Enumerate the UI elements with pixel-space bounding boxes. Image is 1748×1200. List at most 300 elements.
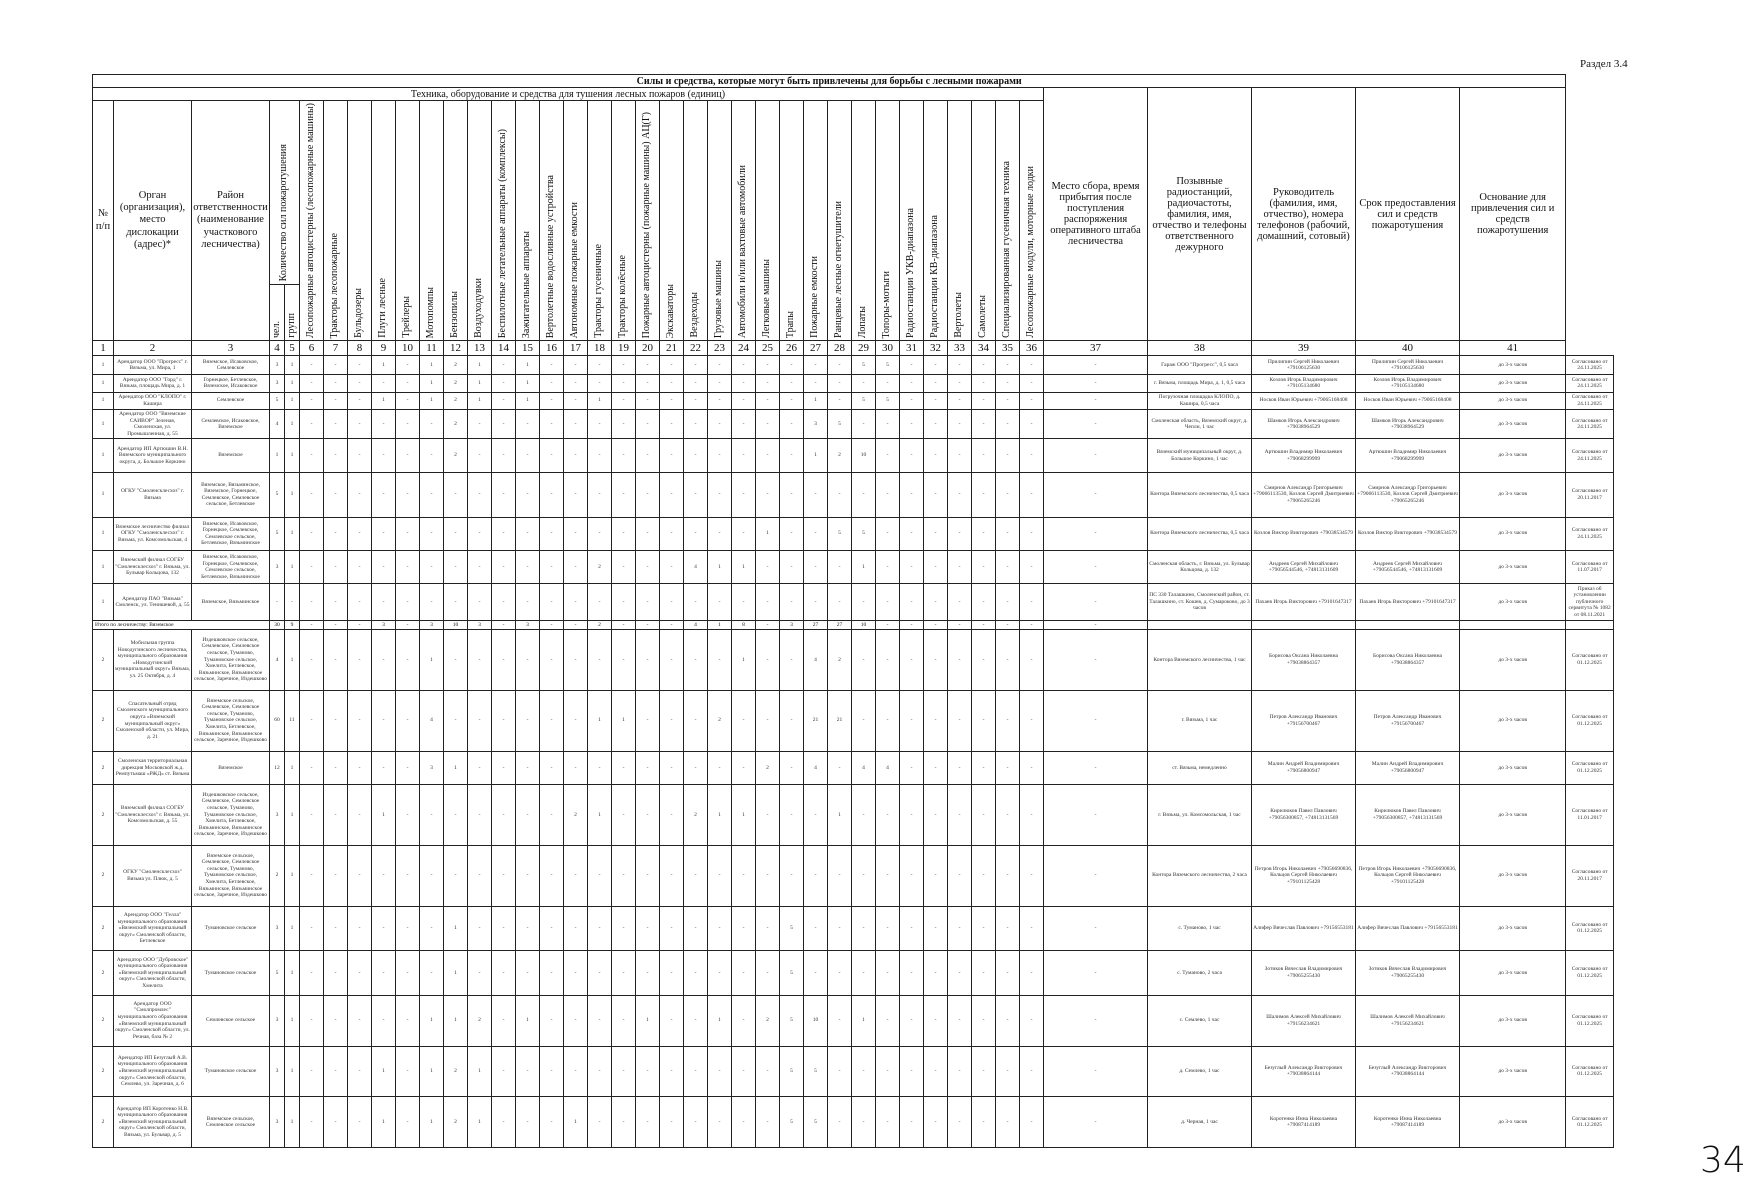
value-cell: - <box>588 995 612 1046</box>
value-cell: - <box>540 472 564 517</box>
column-number: 23 <box>708 341 732 356</box>
value-cell: - <box>396 785 420 846</box>
total-value-cell: - <box>996 620 1020 629</box>
value-cell: - <box>948 1046 972 1097</box>
value-cell: - <box>900 517 924 550</box>
value-cell: - <box>324 951 348 996</box>
value-cell: - <box>348 550 372 583</box>
district-cell: Вяземское сельское, Семлевское, Семлевское сельское, Туманово, Тумановское сельское, Хмелита, Бетлевское, Вязьминское, Вязьминское сельское, Заречное, Издешково <box>192 690 270 751</box>
value-cell: - <box>324 409 348 439</box>
value-cell: - <box>852 690 876 751</box>
value-cell: - <box>636 356 660 375</box>
row-number: 2 <box>93 951 114 996</box>
value-cell: 1 <box>420 392 444 409</box>
value-cell: - <box>708 751 732 784</box>
table-row <box>93 995 1614 1046</box>
value-cell: - <box>756 409 780 439</box>
value-cell: - <box>300 690 324 751</box>
value-cell: - <box>348 517 372 550</box>
header-callsigns: Позывные радиостанций, радиочастоты, фамилия, имя, отчество и телефоны ответственного дежурного <box>1148 88 1252 341</box>
value-cell: 1 <box>708 785 732 846</box>
value-cell: - <box>612 356 636 375</box>
value-cell: - <box>300 1046 324 1097</box>
value-cell: - <box>396 439 420 472</box>
basis-cell: Согласовано от 01.12.2025 <box>1566 1046 1614 1097</box>
value-cell: - <box>300 392 324 409</box>
value-cell: - <box>348 392 372 409</box>
value-cell: 2 <box>444 375 468 392</box>
value-cell: 3 <box>270 356 285 375</box>
value-cell: - <box>1044 845 1148 906</box>
value-cell: - <box>900 356 924 375</box>
value-cell: - <box>852 785 876 846</box>
value-cell: - <box>300 751 324 784</box>
value-cell: - <box>516 906 540 951</box>
value-cell: - <box>492 472 516 517</box>
header-equipment-36: Лесопожарные модули, моторные лодки <box>1020 101 1044 341</box>
value-cell: - <box>996 629 1020 690</box>
column-number: 5 <box>285 341 300 356</box>
value-cell: - <box>516 409 540 439</box>
value-cell: 1 <box>852 550 876 583</box>
value-cell: - <box>564 584 588 620</box>
value-cell: - <box>660 392 684 409</box>
value-cell: - <box>492 439 516 472</box>
value-cell: 1 <box>420 1046 444 1097</box>
value-cell: - <box>324 995 348 1046</box>
value-cell: - <box>732 995 756 1046</box>
value-cell: - <box>444 629 468 690</box>
table-row <box>93 751 1614 784</box>
value-cell: - <box>588 356 612 375</box>
column-number: 35 <box>996 341 1020 356</box>
value-cell: 5 <box>780 1097 804 1148</box>
value-cell: - <box>660 439 684 472</box>
value-cell: - <box>684 1046 708 1097</box>
value-cell: - <box>660 951 684 996</box>
value-cell: - <box>324 517 348 550</box>
value-cell: - <box>708 1046 732 1097</box>
value-cell: 1 <box>444 906 468 951</box>
value-cell: - <box>996 995 1020 1046</box>
head-cell: Борисова Оксана Николаевна +79038864357 <box>1356 629 1460 690</box>
column-number: 15 <box>516 341 540 356</box>
value-cell: 2 <box>444 392 468 409</box>
column-number: 30 <box>876 341 900 356</box>
head-cell: Прилипин Сергей Николаевич +79106125630 <box>1356 356 1460 375</box>
value-cell: - <box>972 550 996 583</box>
column-number: 7 <box>324 341 348 356</box>
value-cell: - <box>564 906 588 951</box>
value-cell: - <box>468 550 492 583</box>
value-cell: - <box>612 439 636 472</box>
assembly-place-cell: с. Туманово, 1 час <box>1148 906 1252 951</box>
value-cell: - <box>660 517 684 550</box>
header-equipment-13: Воздуходувки <box>468 101 492 341</box>
value-cell: - <box>660 845 684 906</box>
organization-cell: Арендатор ООО "Горд" г. Вязьма, площадь Мира, д. 1 <box>114 375 192 392</box>
value-cell: - <box>1020 845 1044 906</box>
value-cell: - <box>660 409 684 439</box>
term-cell: до 3-х часов <box>1460 392 1566 409</box>
value-cell: 12 <box>270 751 285 784</box>
value-cell: - <box>924 409 948 439</box>
value-cell: - <box>516 439 540 472</box>
value-cell: 1 <box>285 517 300 550</box>
value-cell: 21 <box>828 690 852 751</box>
row-number: 1 <box>93 392 114 409</box>
value-cell: - <box>564 392 588 409</box>
value-cell: - <box>372 439 396 472</box>
value-cell: 1 <box>372 785 396 846</box>
column-number: 41 <box>1460 341 1566 356</box>
value-cell: 1 <box>372 392 396 409</box>
value-cell: - <box>636 517 660 550</box>
table-row <box>93 472 1614 517</box>
head-cell: Коротенко Инна Николаевна +79087414189 <box>1356 1097 1460 1148</box>
organization-cell: Арендатор ИП Безуглый А.В. муниципального образования «Вяземский муниципальный округ» Смоленской области, Семлево, ул. Заречная, д. 6 <box>114 1046 192 1097</box>
value-cell: - <box>636 785 660 846</box>
value-cell: - <box>300 439 324 472</box>
value-cell: - <box>612 751 636 784</box>
value-cell: 2 <box>756 995 780 1046</box>
value-cell: 60 <box>270 690 285 751</box>
value-cell: - <box>948 392 972 409</box>
value-cell: - <box>540 690 564 751</box>
head-cell: Козлов Виктор Викторович +79038534579 <box>1356 517 1460 550</box>
value-cell: - <box>468 409 492 439</box>
value-cell: - <box>300 356 324 375</box>
value-cell: - <box>876 785 900 846</box>
head-cell: Зотиков Вячеслав Владимирович +79065255430 <box>1356 951 1460 996</box>
callsigns-cell: Алифер Вячеслав Павлович +79156553181 <box>1252 906 1356 951</box>
value-cell: - <box>852 409 876 439</box>
row-number: 2 <box>93 906 114 951</box>
assembly-place-cell: Гараж ООО "Прогресс", 0,5 часа <box>1148 356 1252 375</box>
header-equipment-6: Лесопожарные автоцистерны (лесопожарные машины) <box>300 101 324 341</box>
term-cell: до 3-х часов <box>1460 951 1566 996</box>
value-cell: - <box>396 550 420 583</box>
value-cell: - <box>804 845 828 906</box>
value-cell: - <box>972 472 996 517</box>
value-cell: - <box>324 550 348 583</box>
value-cell: - <box>972 951 996 996</box>
value-cell: - <box>1044 550 1148 583</box>
value-cell: - <box>300 517 324 550</box>
header-equipment-33: Вертолеты <box>948 101 972 341</box>
value-cell: - <box>372 751 396 784</box>
value-cell: 1 <box>444 995 468 1046</box>
value-cell: - <box>996 751 1020 784</box>
value-cell: - <box>828 584 852 620</box>
value-cell: 5 <box>270 951 285 996</box>
value-cell: - <box>684 375 708 392</box>
value-cell: - <box>996 472 1020 517</box>
total-label: Итого по лесничеству: Вяземское <box>93 620 270 629</box>
value-cell: - <box>660 1046 684 1097</box>
term-cell: до 3-х часов <box>1460 356 1566 375</box>
total-value-cell: - <box>492 620 516 629</box>
value-cell: - <box>660 472 684 517</box>
value-cell: - <box>732 951 756 996</box>
value-cell: 2 <box>708 690 732 751</box>
value-cell: - <box>612 1097 636 1148</box>
value-cell: - <box>1044 409 1148 439</box>
total-value-cell: 30 <box>270 620 285 629</box>
value-cell: 5 <box>828 409 852 439</box>
value-cell: - <box>756 690 780 751</box>
value-cell: - <box>972 845 996 906</box>
value-cell: - <box>492 995 516 1046</box>
value-cell: - <box>420 951 444 996</box>
value-cell: - <box>828 392 852 409</box>
value-cell: - <box>420 439 444 472</box>
value-cell: - <box>852 375 876 392</box>
value-cell: - <box>564 472 588 517</box>
column-number: 2 <box>114 341 192 356</box>
value-cell: - <box>372 584 396 620</box>
value-cell: 2 <box>684 785 708 846</box>
value-cell: - <box>684 409 708 439</box>
value-cell: - <box>420 517 444 550</box>
value-cell: - <box>468 439 492 472</box>
value-cell: - <box>420 550 444 583</box>
value-cell: - <box>396 472 420 517</box>
value-cell: - <box>996 375 1020 392</box>
district-cell: Вяземское, Исаковское, Семлевское <box>192 356 270 375</box>
value-cell: - <box>564 356 588 375</box>
value-cell: - <box>636 584 660 620</box>
value-cell: - <box>564 629 588 690</box>
column-number: 17 <box>564 341 588 356</box>
value-cell: - <box>540 751 564 784</box>
value-cell: - <box>348 906 372 951</box>
value-cell: - <box>876 995 900 1046</box>
value-cell: - <box>972 517 996 550</box>
value-cell: - <box>1044 517 1148 550</box>
header-equipment-23: Грузовые машины <box>708 101 732 341</box>
column-number: 14 <box>492 341 516 356</box>
value-cell: - <box>1020 690 1044 751</box>
basis-cell: Согласовано от 01.12.2025 <box>1566 906 1614 951</box>
value-cell: 5 <box>270 517 285 550</box>
value-cell: - <box>396 995 420 1046</box>
value-cell: - <box>972 995 996 1046</box>
value-cell: - <box>540 517 564 550</box>
value-cell: - <box>1020 356 1044 375</box>
callsigns-cell: Борисова Оксана Николаевна +79038864357 <box>1252 629 1356 690</box>
value-cell: - <box>780 409 804 439</box>
value-cell: - <box>660 995 684 1046</box>
value-cell: - <box>1044 472 1148 517</box>
value-cell: 1 <box>588 392 612 409</box>
value-cell: - <box>564 951 588 996</box>
value-cell: - <box>948 906 972 951</box>
total-value-cell: - <box>300 620 324 629</box>
header-equipment-24: Автомобили и/или вахтовые автомобили <box>732 101 756 341</box>
value-cell: 4 <box>684 550 708 583</box>
value-cell: 2 <box>444 356 468 375</box>
value-cell: - <box>492 550 516 583</box>
value-cell: 3 <box>270 1046 285 1097</box>
value-cell: - <box>270 584 285 620</box>
total-value-cell: 3 <box>420 620 444 629</box>
value-cell: - <box>324 785 348 846</box>
header-forces-count: Количество сил пожаротушения <box>270 101 300 285</box>
header-term: Срок предоставления сил и средств пожаротушения <box>1356 88 1460 341</box>
assembly-place-cell: г. Вязьма, ул. Комсомольская, 1 час <box>1148 785 1252 846</box>
row-number: 2 <box>93 629 114 690</box>
value-cell: - <box>492 951 516 996</box>
value-cell: - <box>372 629 396 690</box>
value-cell: - <box>492 1046 516 1097</box>
value-cell: - <box>660 356 684 375</box>
value-cell: - <box>780 785 804 846</box>
value-cell: - <box>636 845 660 906</box>
value-cell: - <box>540 906 564 951</box>
value-cell: - <box>396 845 420 906</box>
value-cell: 4 <box>420 690 444 751</box>
value-cell: 4 <box>804 629 828 690</box>
value-cell: - <box>300 584 324 620</box>
value-cell: - <box>636 951 660 996</box>
value-cell: - <box>588 409 612 439</box>
head-cell: Артюшин Владимир Николаевич +79068299999 <box>1356 439 1460 472</box>
value-cell: - <box>876 906 900 951</box>
value-cell: - <box>540 995 564 1046</box>
value-cell: - <box>684 995 708 1046</box>
header-equipment-22: Вездеходы <box>684 101 708 341</box>
value-cell: - <box>372 472 396 517</box>
value-cell: - <box>516 472 540 517</box>
value-cell: - <box>756 1046 780 1097</box>
value-cell: - <box>876 517 900 550</box>
row-number: 2 <box>93 1097 114 1148</box>
term-cell: до 3-х часов <box>1460 629 1566 690</box>
value-cell: 1 <box>828 785 852 846</box>
callsigns-cell: Кирилюков Павел Павлович +79056300857, +74813131569 <box>1252 785 1356 846</box>
column-number: 38 <box>1148 341 1252 356</box>
table-row <box>93 690 1614 751</box>
value-cell: - <box>804 472 828 517</box>
value-cell: - <box>1044 1097 1148 1148</box>
page-number: 34 <box>1700 1140 1746 1181</box>
value-cell: 5 <box>780 1046 804 1097</box>
value-cell: 4 <box>876 751 900 784</box>
value-cell: 1 <box>285 409 300 439</box>
value-cell: - <box>324 629 348 690</box>
value-cell: - <box>564 550 588 583</box>
column-number: 36 <box>1020 341 1044 356</box>
callsigns-cell: Пахаев Игорь Викторович +79101647317 <box>1252 584 1356 620</box>
value-cell: - <box>924 517 948 550</box>
value-cell: - <box>732 517 756 550</box>
value-cell: - <box>756 439 780 472</box>
total-value-cell: 10 <box>444 620 468 629</box>
value-cell: - <box>588 951 612 996</box>
value-cell: - <box>396 1046 420 1097</box>
value-cell: - <box>900 629 924 690</box>
value-cell: - <box>516 517 540 550</box>
organization-cell: ОГКУ "Смоленсклесхоз" Вязьма ул. Плюк, д. 5 <box>114 845 192 906</box>
basis-cell: Согласовано от 24.11.2025 <box>1566 356 1614 375</box>
value-cell: - <box>636 439 660 472</box>
value-cell: - <box>804 785 828 846</box>
value-cell: - <box>948 629 972 690</box>
value-cell: - <box>468 584 492 620</box>
value-cell: - <box>492 375 516 392</box>
header-equipment-12: Бензопилы <box>444 101 468 341</box>
table-row <box>93 845 1614 906</box>
value-cell: - <box>1044 995 1148 1046</box>
value-cell: - <box>324 751 348 784</box>
value-cell: - <box>804 517 828 550</box>
value-cell: - <box>348 690 372 751</box>
total-value-cell: 27 <box>804 620 828 629</box>
value-cell: - <box>612 550 636 583</box>
total-empty-cell <box>1148 620 1252 629</box>
header-equipment-29: Лопаты <box>852 101 876 341</box>
value-cell: - <box>684 845 708 906</box>
row-number: 2 <box>93 690 114 751</box>
value-cell: - <box>540 845 564 906</box>
value-cell: - <box>420 584 444 620</box>
basis-cell: Приказ об установлении публичного сервитута № 1082 от 08.11.2021 <box>1566 584 1614 620</box>
value-cell: - <box>660 375 684 392</box>
district-cell: Тумановское сельское <box>192 906 270 951</box>
value-cell: - <box>612 906 636 951</box>
value-cell: - <box>924 550 948 583</box>
district-cell: Вяземское, Исаковское, Горнецкое, Семлевское, Семлевское сельское, Бетлевское, Вязьминское <box>192 550 270 583</box>
value-cell: 1 <box>285 1097 300 1148</box>
district-cell: Вяземское сельское, Семлевское сельское <box>192 1097 270 1148</box>
value-cell: - <box>684 439 708 472</box>
total-value-cell: 9 <box>285 620 300 629</box>
value-cell: - <box>948 584 972 620</box>
term-cell: до 3-х часов <box>1460 995 1566 1046</box>
column-number: 13 <box>468 341 492 356</box>
value-cell: - <box>948 439 972 472</box>
header-equipment-8: Бульдозеры <box>348 101 372 341</box>
value-cell: - <box>396 906 420 951</box>
value-cell: - <box>756 392 780 409</box>
value-cell: - <box>588 751 612 784</box>
assembly-place-cell: Вяземский муниципальный округ, д. Большое Коркино, 1 час <box>1148 439 1252 472</box>
value-cell: - <box>780 845 804 906</box>
value-cell: - <box>492 584 516 620</box>
value-cell: - <box>684 751 708 784</box>
value-cell: - <box>636 392 660 409</box>
value-cell: 1 <box>372 1097 396 1148</box>
total-empty-cell <box>1252 620 1356 629</box>
value-cell: - <box>516 584 540 620</box>
value-cell: - <box>492 690 516 751</box>
value-cell: - <box>924 845 948 906</box>
value-cell: - <box>564 690 588 751</box>
value-cell: - <box>612 375 636 392</box>
header-equipment-14: Беспилотные летательные аппараты (комплексы) <box>492 101 516 341</box>
value-cell: 1 <box>468 356 492 375</box>
table-row <box>93 1097 1614 1148</box>
value-cell: - <box>636 690 660 751</box>
value-cell: - <box>732 751 756 784</box>
value-cell: - <box>852 629 876 690</box>
total-value-cell: 4 <box>684 620 708 629</box>
value-cell: - <box>828 356 852 375</box>
value-cell: - <box>708 906 732 951</box>
value-cell: - <box>372 845 396 906</box>
row-number: 1 <box>93 375 114 392</box>
